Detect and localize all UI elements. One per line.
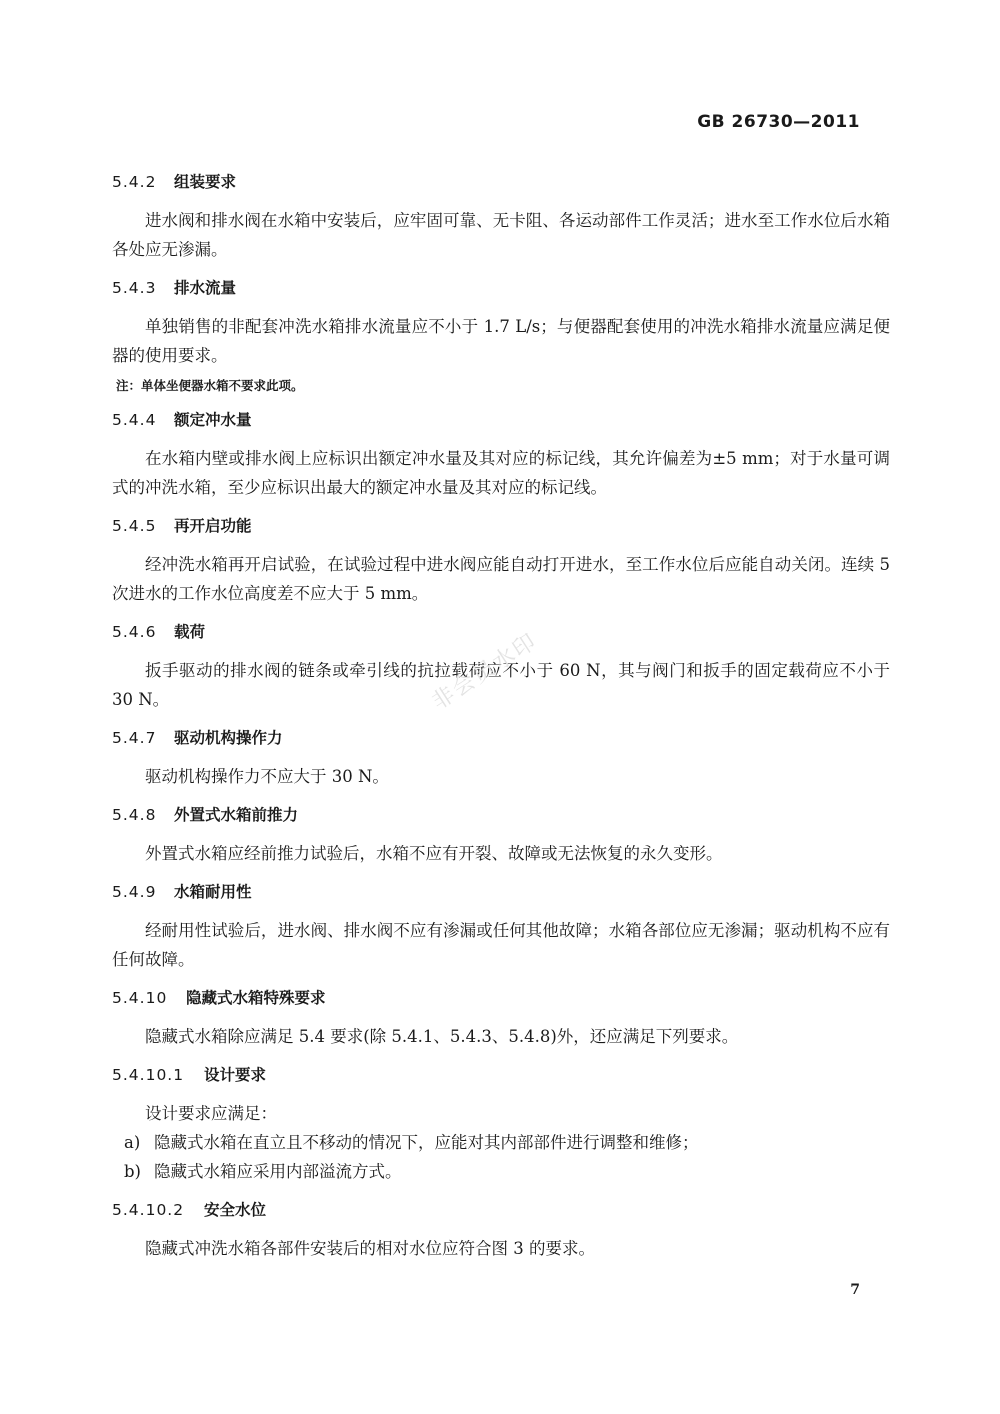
section-number: 5.4.2 <box>112 173 157 191</box>
section-heading <box>112 726 890 750</box>
standard-code: GB 26730—2011 <box>697 112 860 132</box>
section-title: 额定冲水量 <box>174 411 252 429</box>
section-text: 驱动机构操作力不应大于 30 N。 <box>145 767 389 786</box>
section-heading <box>112 276 890 300</box>
list-marker: a) <box>124 1133 141 1152</box>
section-number: 5.4.5 <box>112 517 157 535</box>
document-body <box>112 170 890 1275</box>
section-title: 外置式水箱前推力 <box>174 806 299 824</box>
section-number: 5.4.10.2 <box>112 1201 185 1219</box>
section-text: 扳手驱动的排水阀的链条或牵引线的抗拉载荷应不小于 60 N，其与阀门和扳手的固定载荷应不小于 30 N。 <box>112 661 890 709</box>
section-title: 水箱耐用性 <box>174 883 252 901</box>
section-title: 安全水位 <box>204 1201 267 1219</box>
list-text: 隐藏式水箱在直立且不移动的情况下，应能对其内部部件进行调整和维修； <box>154 1133 699 1152</box>
list-text: 隐藏式水箱应采用内部溢流方式。 <box>154 1162 402 1181</box>
section-number: 5.4.3 <box>112 279 157 297</box>
section-number: 5.4.8 <box>112 806 157 824</box>
section-title: 再开启功能 <box>174 517 252 535</box>
page-number: 7 <box>850 1282 860 1298</box>
section-number: 5.4.10.1 <box>112 1066 185 1084</box>
section-number: 5.4.7 <box>112 729 157 747</box>
section-text: 外置式水箱应经前推力试验后，水箱不应有开裂、故障或无法恢复的永久变形。 <box>145 844 723 863</box>
section-note: 注：单体坐便器水箱不要求此项。 <box>116 378 304 393</box>
section-heading <box>112 880 890 904</box>
section-heading <box>112 1198 890 1222</box>
section-text: 在水箱内壁或排水阀上应标识出额定冲水量及其对应的标记线，其允许偏差为±5 mm；对于水量可调式的冲洗水箱，至少应标识出最大的额定冲水量及其对应的标记线。 <box>112 449 890 497</box>
section-title: 组装要求 <box>174 173 237 191</box>
list-item <box>112 1157 890 1186</box>
section-text: 单独销售的非配套冲洗水箱排水流量应不小于 1.7 L/s；与便器配套使用的冲洗水箱排水流量应满足便器的使用要求。 <box>112 317 890 365</box>
section-number: 5.4.4 <box>112 411 157 429</box>
section-title: 设计要求 <box>204 1066 267 1084</box>
section-text: 设计要求应满足： <box>145 1104 277 1123</box>
section-heading <box>112 170 890 194</box>
section-title: 载荷 <box>174 623 206 641</box>
section-title: 驱动机构操作力 <box>174 729 283 747</box>
section-text: 进水阀和排水阀在水箱中安装后，应牢固可靠、无卡阻、各运动部件工作灵活；进水至工作水位后水箱各处应无渗漏。 <box>112 211 890 259</box>
watermark: 非会员水印 <box>427 628 542 716</box>
section-title: 排水流量 <box>174 279 237 297</box>
section-heading <box>112 408 890 432</box>
list-marker: b) <box>124 1162 141 1181</box>
list-item <box>112 1128 890 1157</box>
section-number: 5.4.9 <box>112 883 157 901</box>
section-number: 5.4.6 <box>112 623 157 641</box>
section-text: 经冲洗水箱再开启试验，在试验过程中进水阀应能自动打开进水，至工作水位后应能自动关闭。连续 5 次进水的工作水位高度差不应大于 5 mm。 <box>112 555 890 603</box>
section-text: 隐藏式水箱除应满足 5.4 要求(除 5.4.1、5.4.3、5.4.8)外，还应满足下列要求。 <box>145 1027 739 1046</box>
section-heading <box>112 803 890 827</box>
section-text: 隐藏式冲洗水箱各部件安装后的相对水位应符合图 3 的要求。 <box>145 1239 595 1258</box>
section-text: 经耐用性试验后，进水阀、排水阀不应有渗漏或任何其他故障；水箱各部位应无渗漏；驱动机构不应有任何故障。 <box>112 921 890 969</box>
section-number: 5.4.10 <box>112 989 168 1007</box>
section-heading <box>112 514 890 538</box>
section-heading <box>112 986 890 1010</box>
section-heading <box>112 1063 890 1087</box>
section-title: 隐藏式水箱特殊要求 <box>186 989 326 1007</box>
